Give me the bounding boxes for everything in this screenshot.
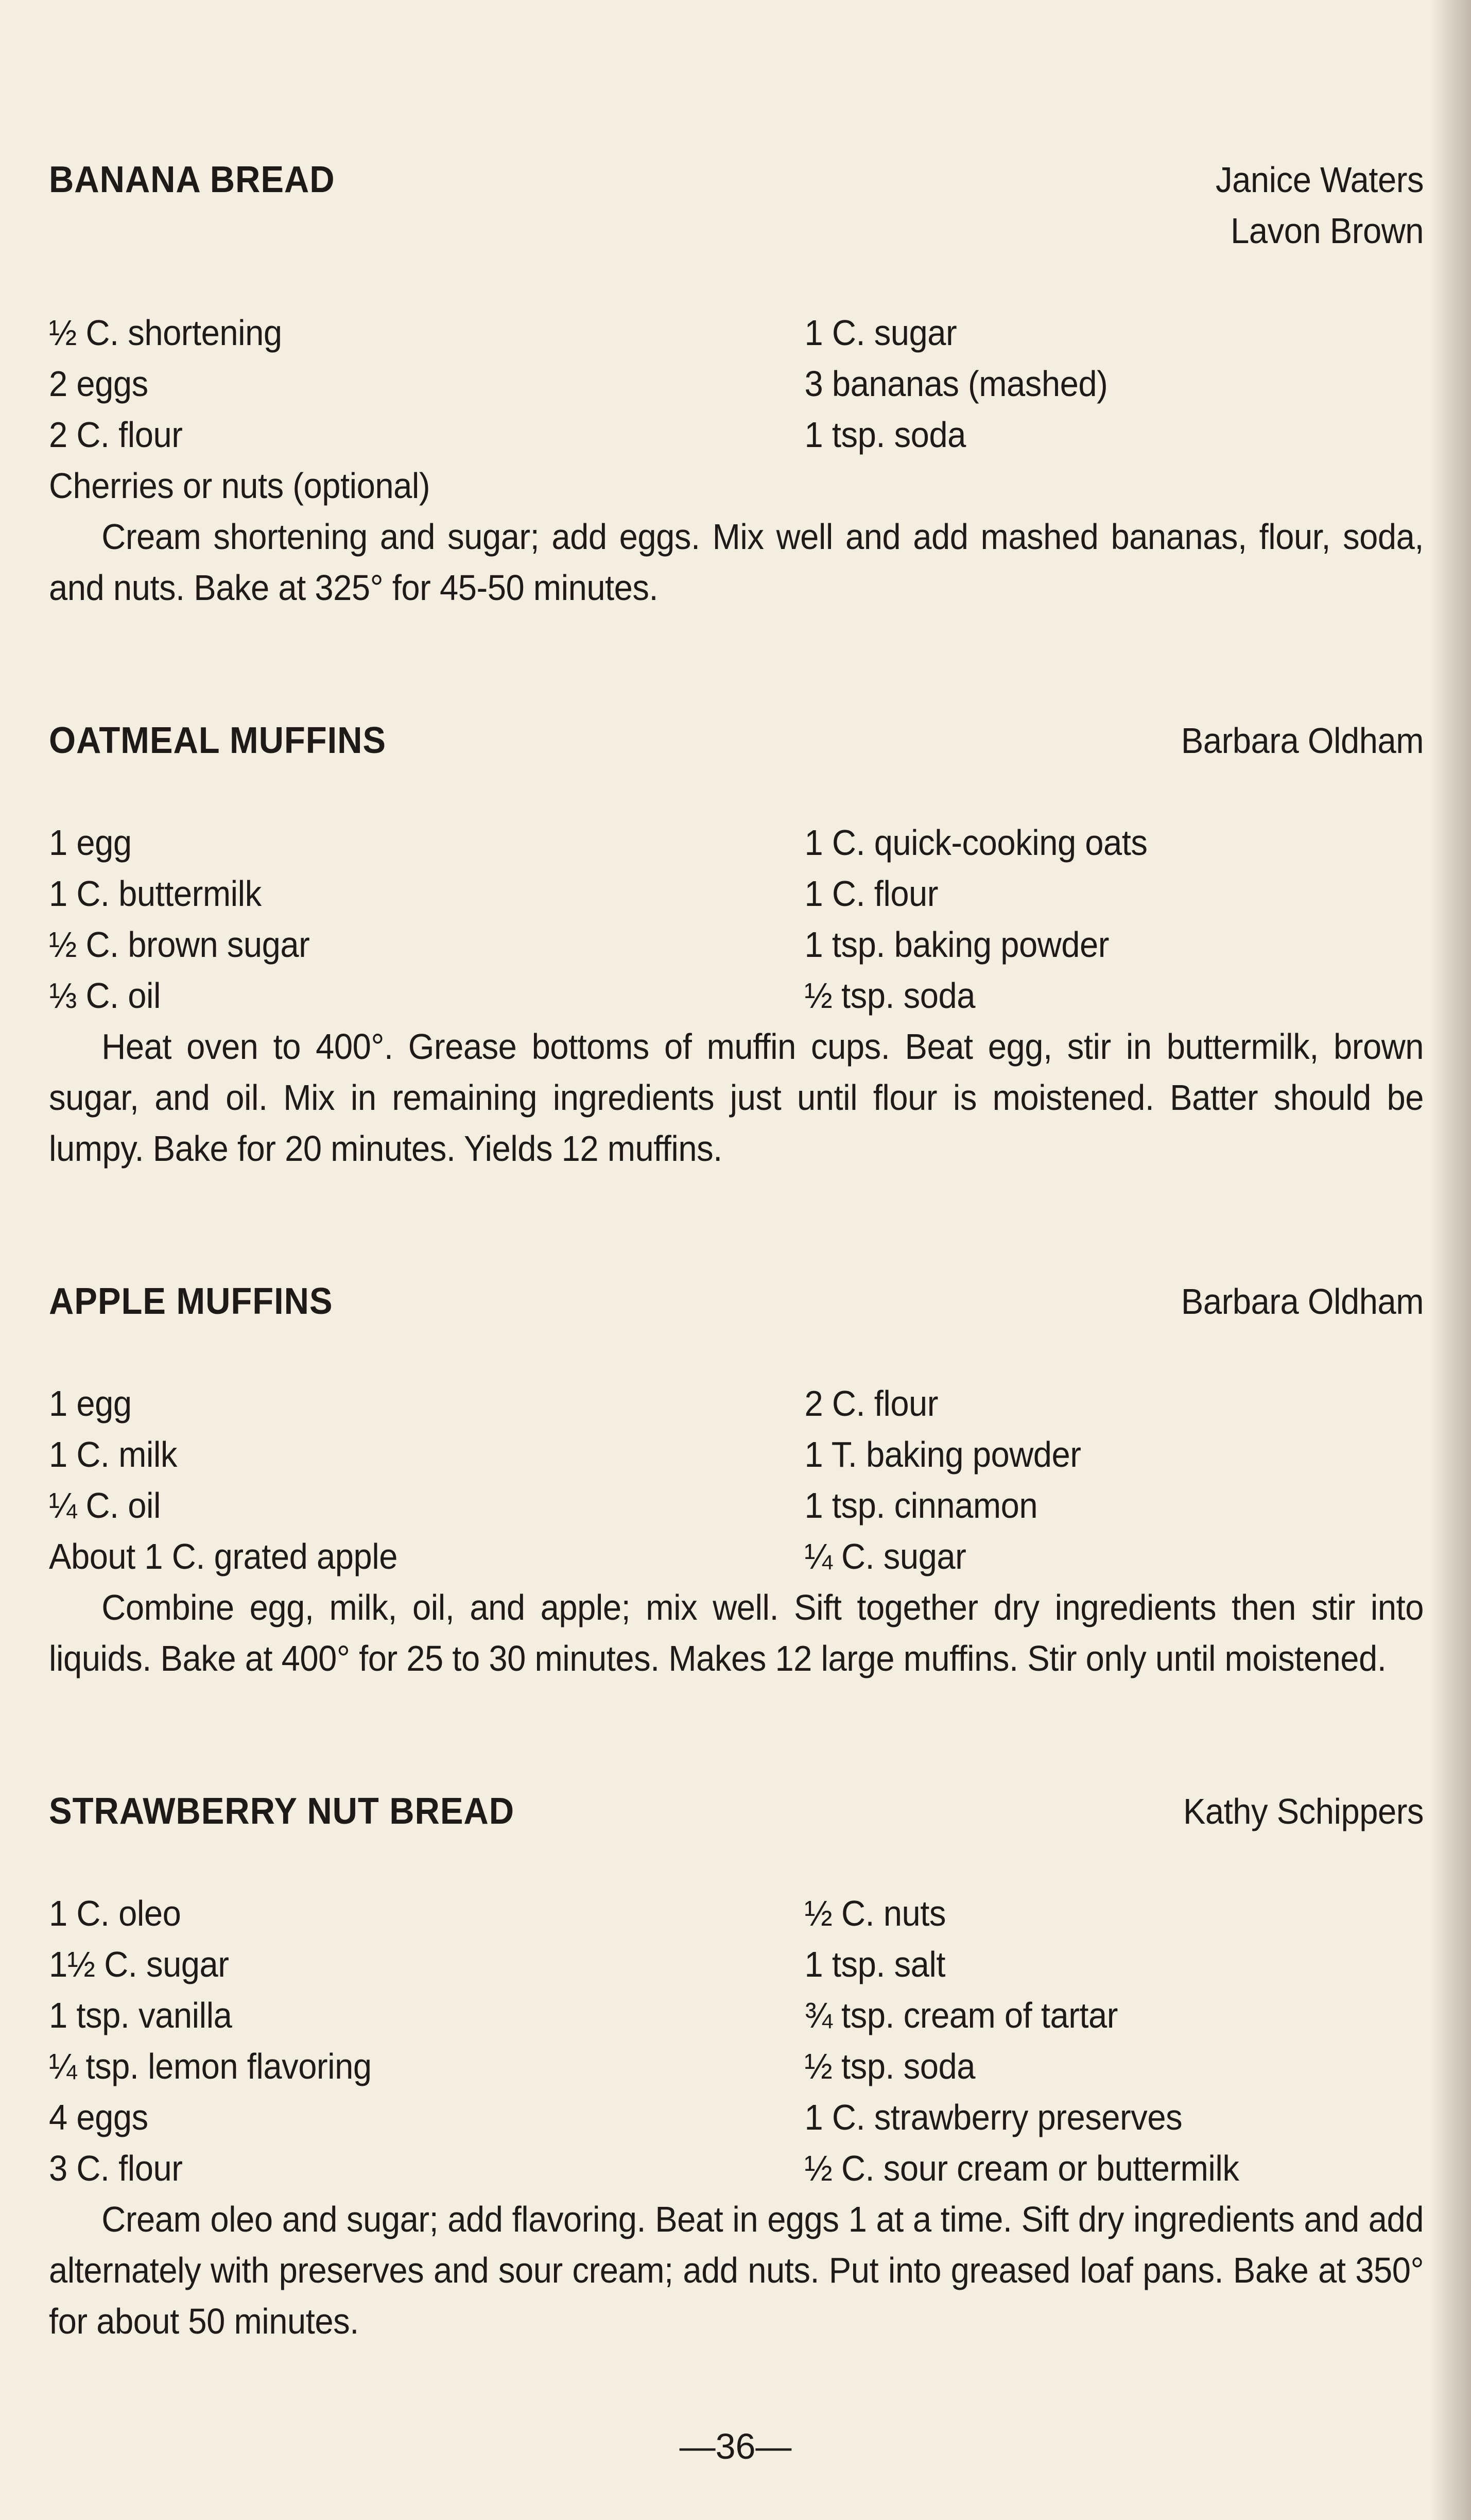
ingredient-item: ¼ C. oil xyxy=(49,1485,161,1525)
ingredient-item: 1 C. quick-cooking oats xyxy=(804,822,1148,863)
recipe-author: Kathy Schippers xyxy=(1183,1791,1424,1831)
recipe-block xyxy=(49,715,1424,1174)
ingredient-item: 1 C. strawberry preserves xyxy=(804,2097,1183,2137)
spacer xyxy=(49,256,1424,307)
recipe-block xyxy=(49,1786,1424,2347)
ingredient-item: 1 tsp. cinnamon xyxy=(804,1485,1038,1525)
recipe-separator xyxy=(49,613,1424,715)
ingredient-item: ½ C. nuts xyxy=(804,1893,946,1933)
ingredient-item: ½ C. brown sugar xyxy=(49,924,310,965)
recipe-block xyxy=(49,1276,1424,1684)
recipe-separator xyxy=(49,1684,1424,1786)
recipe-author: Barbara Oldham xyxy=(1181,1281,1424,1322)
recipe-authors xyxy=(1216,155,1424,256)
recipe-authors xyxy=(1181,715,1424,766)
page-edge-shadow xyxy=(1430,0,1471,2520)
recipe-directions: Cream oleo and sugar; add flavoring. Beat in eggs 1 at a time. Sift dry ingredients and add alternately with preserves and sour cream; add nuts. Put into greased loaf pans. Bake at 350° for about 50 minutes. xyxy=(49,2199,1424,2341)
ingredient-item: 1 tsp. vanilla xyxy=(49,1995,232,2035)
ingredient-item: 2 C. flour xyxy=(49,415,183,455)
ingredient-list xyxy=(49,307,1424,511)
page-number: —36— xyxy=(679,2426,792,2466)
ingredient-item: ½ C. shortening xyxy=(49,313,282,353)
ingredient-item: 2 C. flour xyxy=(804,1383,939,1424)
ingredient-item: 1 tsp. salt xyxy=(804,1944,946,1984)
recipe-author: Lavon Brown xyxy=(1231,211,1424,251)
recipe-title: APPLE MUFFINS xyxy=(49,1281,333,1322)
ingredient-item: ⅓ C. oil xyxy=(49,975,161,1016)
ingredient-item: 3 bananas (mashed) xyxy=(804,364,1108,404)
recipe-block xyxy=(49,155,1424,613)
cookbook-page xyxy=(49,155,1424,2347)
ingredient-item: 1 C. flour xyxy=(804,873,939,914)
ingredient-item: 2 eggs xyxy=(49,364,148,404)
ingredient-item: 1 egg xyxy=(49,822,132,863)
recipe-title: BANANA BREAD xyxy=(49,159,335,200)
ingredient-item: ¼ tsp. lemon flavoring xyxy=(49,2046,372,2086)
recipe-author: Janice Waters xyxy=(1216,160,1424,200)
ingredient-item: ½ tsp. soda xyxy=(804,975,975,1016)
ingredient-item: ½ C. sour cream or buttermilk xyxy=(804,2148,1239,2188)
recipe-author: Barbara Oldham xyxy=(1181,721,1424,761)
ingredient-item: 1 tsp. baking powder xyxy=(804,924,1109,965)
ingredient-item: 1 tsp. soda xyxy=(804,415,966,455)
recipe-header xyxy=(49,1276,1424,1327)
ingredient-item: 4 eggs xyxy=(49,2097,148,2137)
ingredient-list xyxy=(49,1888,1424,2194)
recipe-directions: Combine egg, milk, oil, and apple; mix well. Sift together dry ingredients then stir into liquids. Bake at 400° for 25 to 30 minutes. Makes 12 large muffins. Stir only until moistened. xyxy=(49,1587,1424,1678)
ingredient-item: 1 C. sugar xyxy=(804,313,957,353)
recipe-header xyxy=(49,1786,1424,1837)
ingredient-item: Cherries or nuts (optional) xyxy=(49,466,430,506)
ingredient-item: 1 C. buttermilk xyxy=(49,873,262,914)
recipe-header xyxy=(49,715,1424,766)
ingredient-item: 1½ C. sugar xyxy=(49,1944,229,1984)
recipe-title: STRAWBERRY NUT BREAD xyxy=(49,1791,514,1832)
recipe-list xyxy=(49,155,1424,2347)
recipe-header xyxy=(49,155,1424,256)
ingredient-item: 1 T. baking powder xyxy=(804,1434,1081,1475)
ingredient-item: 1 C. oleo xyxy=(49,1893,181,1933)
ingredient-item xyxy=(805,460,1424,511)
recipe-title: OATMEAL MUFFINS xyxy=(49,720,386,761)
ingredient-list xyxy=(49,1378,1424,1582)
ingredient-item: 3 C. flour xyxy=(49,2148,183,2188)
recipe-directions: Heat oven to 400°. Grease bottoms of muffin cups. Beat egg, stir in buttermilk, brown sugar, and oil. Mix in remaining ingredients just until flour is moistened. Batter should be lumpy. Bake for 20 minutes. Yields 12 muffins. xyxy=(49,1026,1424,1169)
ingredient-item: ¼ C. sugar xyxy=(804,1536,966,1576)
ingredient-item: About 1 C. grated apple xyxy=(49,1536,397,1576)
ingredient-item: ½ tsp. soda xyxy=(804,2046,975,2086)
recipe-authors xyxy=(1183,1786,1424,1837)
recipe-authors xyxy=(1181,1276,1424,1327)
ingredient-list xyxy=(49,817,1424,1021)
recipe-directions: Cream shortening and sugar; add eggs. Mix well and add mashed bananas, flour, soda, and nuts. Bake at 325° for 45-50 minutes. xyxy=(49,517,1424,608)
ingredient-item: 1 egg xyxy=(49,1383,132,1424)
ingredient-item: 1 C. milk xyxy=(49,1434,178,1475)
recipe-separator xyxy=(49,1174,1424,1276)
ingredient-item: ¾ tsp. cream of tartar xyxy=(804,1995,1118,2035)
